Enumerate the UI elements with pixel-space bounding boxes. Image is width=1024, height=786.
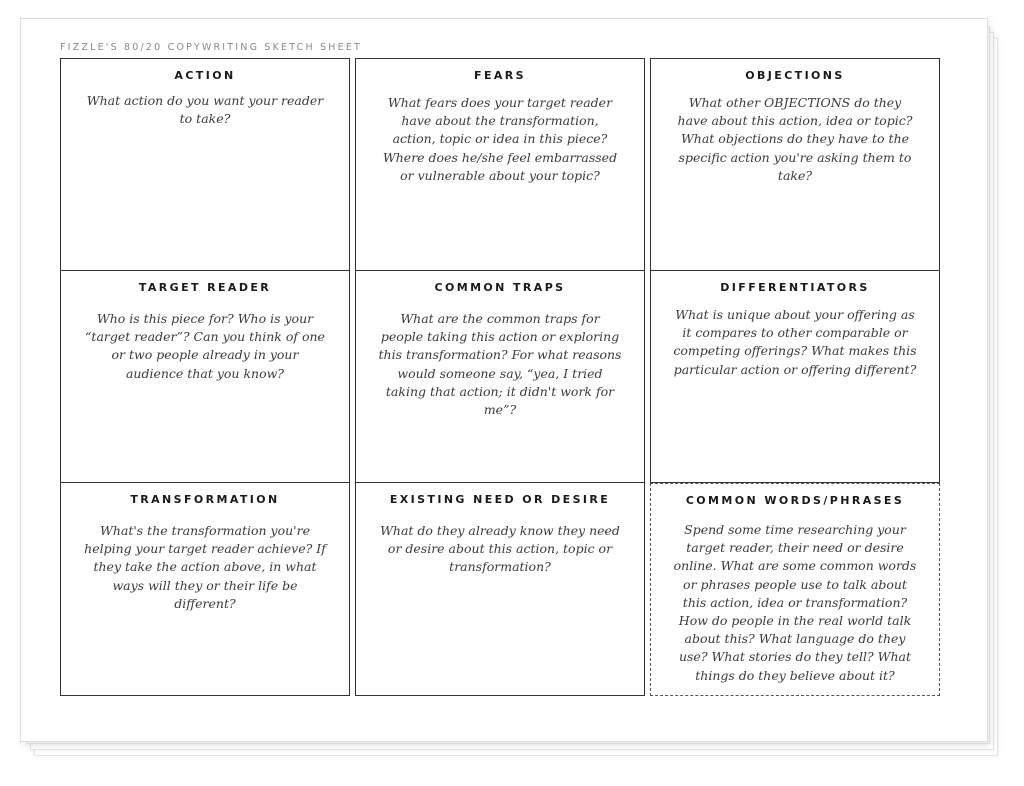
cell-fears [355,58,645,271]
cell-title: COMMON TRAPS [434,281,566,294]
cell-title: ACTION [174,69,236,82]
cell-title: COMMON WORDS/PHRASES [685,494,905,507]
cell-objections [650,58,940,271]
cell-differentiators [650,271,940,483]
cell-title: OBJECTIONS [745,69,845,82]
cell-prompt: What are the common traps for people taking this action or exploring this transformation? For what reasons would someone say, “yea, I tried taking that action; it didn't work for me”? [378,311,622,418]
cell-title: EXISTING NEED OR DESIRE [389,493,611,506]
cell-title: DIFFERENTIATORS [720,281,870,294]
cell-transformation [60,483,350,696]
sheet-title: FIZZLE'S 80/20 COPYWRITING SKETCH SHEET [60,42,363,53]
cell-title: TARGET READER [138,281,272,294]
cell-common-words-phrases [650,483,940,696]
cell-prompt: What action do you want your reader to take? [86,93,324,127]
cell-prompt: What fears does your target reader have about the transformation, action, topic or idea in this piece? Where does he/she feel embarrassed or vulnerable about your topic? [382,95,618,183]
cell-prompt: Spend some time researching your target reader, their need or desire online. What are some common words or phrases people use to talk about this action, idea or transformation? How do people in the real world talk about this? What language do they use? What stories do they tell? What things do they believe about it? [673,522,917,683]
cell-prompt: What other OBJECTIONS do they have about this action, idea or topic? What objections do they have to the specific action you're asking them to take? [677,95,913,183]
cell-existing-need-or-desire [355,483,645,696]
cell-title: FEARS [474,69,526,82]
cell-action [60,58,350,271]
cell-title: TRANSFORMATION [130,493,280,506]
cell-target-reader [60,271,350,483]
cell-prompt: What's the transformation you're helping your target reader achieve? If they take the action above, in what ways will they or their life be different? [84,523,326,611]
cell-common-traps [355,271,645,483]
cell-prompt: Who is this piece for? Who is your “target reader”? Can you think of one or two people already in your audience that you know? [85,311,325,381]
cell-prompt: What do they already know they need or desire about this action, topic or transformation? [380,523,620,575]
sketch-grid [60,58,940,698]
cell-prompt: What is unique about your offering as it compares to other comparable or competing offerings? What makes this particular action or offering different? [673,307,917,377]
